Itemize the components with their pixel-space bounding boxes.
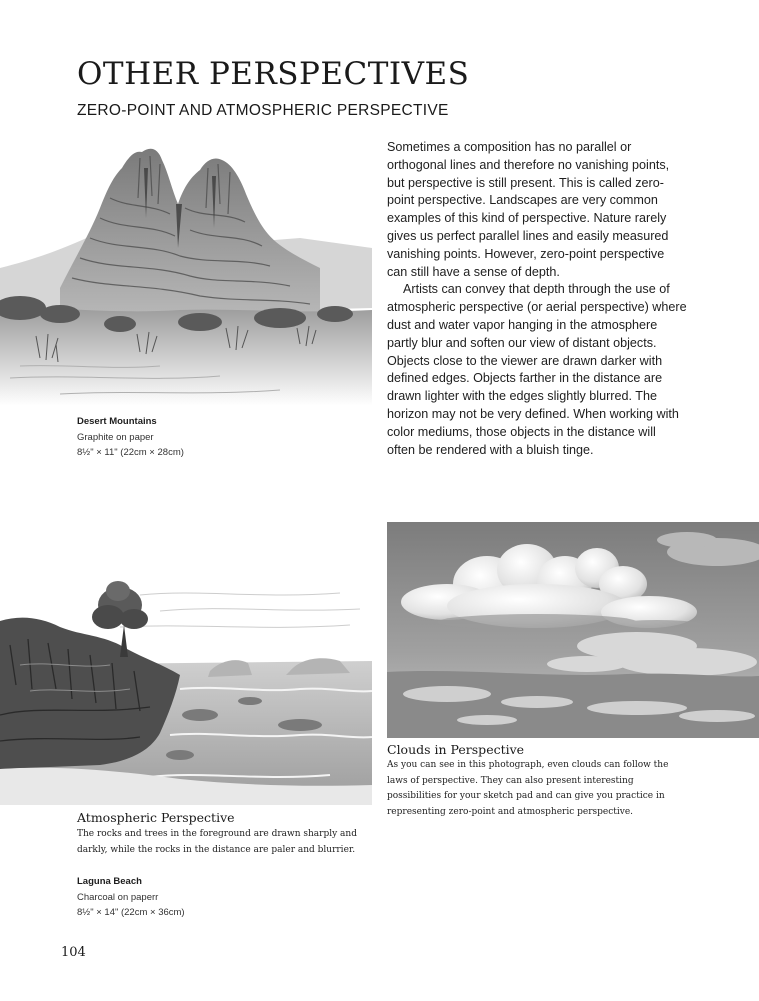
page-number: 104: [61, 945, 86, 960]
page-title: OTHER PERSPECTIVES: [77, 56, 470, 92]
beach-text: The rocks and trees in the foreground are drawn sharply and darkly, while the rocks in the distance are paler and blurrier.: [77, 829, 357, 855]
body-paragraph-2: Artists can convey that depth through the use of atmospheric perspective (or aerial perspective) where dust and water vapor hanging in the atmosphere partly blur and soften our view of distant objects. Objects close to the viewer are drawn darker with defined edges. Objects farther in the distance are drawn lighter with the edges slightly blurred. The horizon may not be very defined. When working with color mediums, those objects in the distance will often be rendered with a bluish tinge.: [387, 282, 687, 457]
body-text: [387, 139, 687, 459]
beach-caption-size: 8½" × 14" (22cm × 36cm): [77, 907, 185, 918]
desert-mountains-illustration: [0, 138, 372, 406]
beach-caption-medium: Charcoal on paperr: [77, 892, 159, 903]
clouds-photo: [387, 522, 759, 738]
desert-caption-title: Desert Mountains: [77, 416, 157, 427]
body-paragraph-1: Sometimes a composition has no parallel or orthogonal lines and therefore no vanishing points, but perspective is still present. This is called zero-point perspective. Landscapes are very common examples of this kind of perspective. Nature rarely gives us perfect parallel lines and easily measured vanishing points. However, zero-point perspective can still have a sense of depth.: [387, 140, 670, 279]
beach-caption-title: Laguna Beach: [77, 876, 142, 887]
laguna-beach-illustration: [0, 565, 372, 805]
page-subtitle: ZERO-POINT AND ATMOSPHERIC PERSPECTIVE: [77, 102, 449, 119]
desert-caption-size: 8½" × 11" (22cm × 28cm): [77, 447, 184, 458]
beach-heading: Atmospheric Perspective: [77, 810, 235, 825]
clouds-heading: Clouds in Perspective: [387, 742, 525, 757]
clouds-text: As you can see in this photograph, even clouds can follow the laws of perspective. They can also present interesting possibilities for your sketch pad and can give you practice in representing zero-point and atmospheric perspective.: [387, 760, 669, 817]
desert-caption-medium: Graphite on paper: [77, 432, 154, 443]
